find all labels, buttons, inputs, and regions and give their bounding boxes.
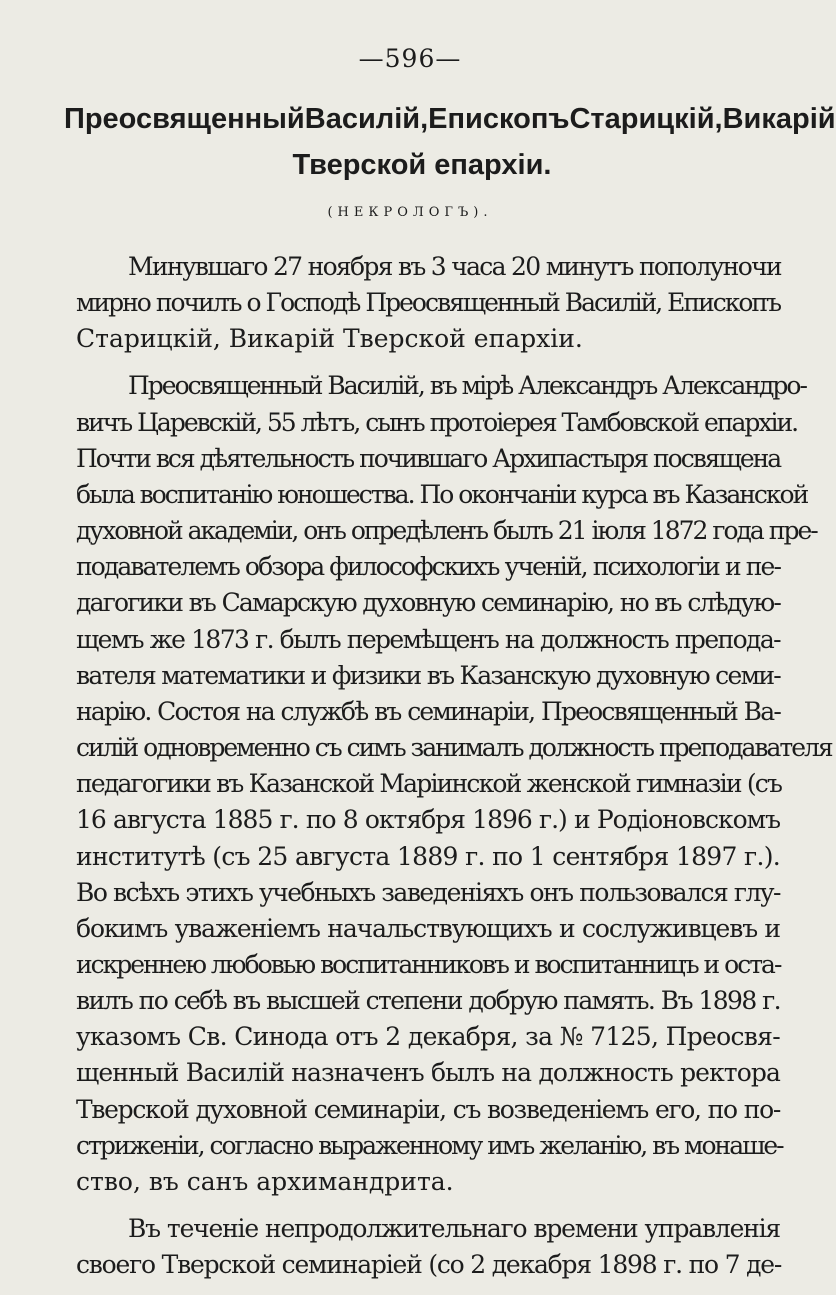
title-word: Епископъ [428, 103, 570, 135]
title-word: Преосвященный [64, 103, 305, 135]
text-line: стриженіи, согласно выраженному имъ желанію, въ монаше- [76, 1130, 783, 1160]
article-subtitle: (НЕКРОЛОГЪ). [327, 205, 493, 220]
text-line: искреннею любовью воспитанниковъ и воспитанницъ и оста- [76, 949, 781, 979]
text-line: мирно почилъ о Господѣ Преосвященный Василій, Епископъ [76, 288, 780, 318]
article-body [76, 249, 832, 1283]
text-line: педагогики въ Казанской Маріинской женской гимназіи (съ [76, 769, 782, 799]
text-line: Минувшаго 27 ноября въ 3 часа 20 минутъ пополуночи [128, 252, 781, 281]
text-line: Старицкій, Викарій Тверской епархіи. [76, 324, 583, 354]
paragraph [76, 368, 832, 1200]
text-line: силій одновременно съ симъ занималъ должность преподавателя [76, 733, 832, 763]
text-line: Тверской духовной семинаріи, съ возведеніемъ его, по по- [76, 1094, 780, 1124]
title-line-1 [64, 96, 836, 142]
title-word: Викарій [722, 103, 836, 135]
article-title [64, 96, 836, 188]
text-line: нарію. Состоя на службѣ въ семинаріи, Преосвященный Ва- [76, 696, 780, 726]
text-line: вилъ по себѣ въ высшей степени добрую память. Въ 1898 г. [76, 986, 780, 1016]
text-line: щемъ же 1873 г. былъ перемѣщенъ на должность препода- [76, 624, 780, 654]
text-line: подавателемъ обзора философскихъ ученій, психологіи и пе- [76, 552, 780, 582]
text-line: Преосвященный Василій, въ мірѣ Александръ Александро- [128, 371, 806, 401]
text-line: указомъ Св. Синода отъ 2 декабря, за № 7125, Преосвя- [76, 1022, 780, 1052]
paragraph [76, 1211, 780, 1283]
text-line: институтѣ (съ 25 августа 1889 г. по 1 сентября 1897 г.). [76, 841, 780, 871]
title-word: Старицкій, [569, 103, 723, 135]
text-line: была воспитанію юношества. По окончаніи курса въ Казанской [76, 479, 808, 509]
text-line: бокимъ уваженіемъ начальствующихъ и сослуживцевъ и [76, 913, 780, 943]
title-word: Василій, [304, 103, 429, 135]
text-line: своего Тверской семинаріей (со 2 декабря 1898 г. по 7 де- [76, 1250, 782, 1280]
text-line: Во всѣхъ этихъ учебныхъ заведеніяхъ онъ пользовался глу- [76, 877, 780, 907]
text-line: ство, въ санъ архимандрита. [76, 1166, 454, 1196]
text-line: вателя математики и физики въ Казанскую духовную семи- [76, 660, 781, 690]
text-line: духовной академіи, онъ опредѣленъ былъ 21 іюля 1872 года пре- [76, 516, 817, 546]
text-line: 16 августа 1885 г. по 8 октября 1896 г.) и Родіоновскомъ [76, 805, 780, 835]
page-number: —596— [358, 44, 462, 73]
text-line: вичъ Царевскій, 55 лѣтъ, сынъ протоіерея Тамбовской епархіи. [76, 407, 798, 437]
text-line: щенный Василій назначенъ былъ на должность ректора [76, 1058, 780, 1088]
title-line-2: Тверской епархіи. [292, 149, 552, 181]
paragraph [76, 249, 780, 357]
text-line: Въ теченіе непродолжительнаго времени управленія [128, 1214, 780, 1244]
text-line: дагогики въ Самарскую духовную семинарію, но въ слѣдую- [76, 588, 780, 618]
text-line: Почти вся дѣятельность почившаго Архипастыря посвящена [76, 443, 781, 473]
